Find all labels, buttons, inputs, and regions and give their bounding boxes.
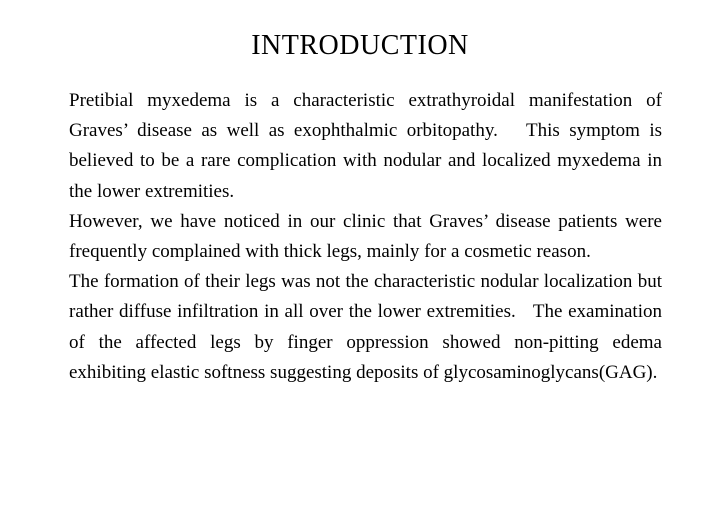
slide-body [69, 86, 662, 388]
paragraph-leg-examination: The formation of their legs was not the characteristic nodular localization but rather diffuse infiltration in all over the lower extremities. The examination of the affected legs by finger oppression showed non-pitting edema exhibiting elastic softness suggesting deposits of glycosaminoglycans(GAG). [69, 271, 662, 383]
paragraph-clinic-observation: However, we have noticed in our clinic that Graves’ disease patients were frequently complained with thick legs, mainly for a cosmetic reason. [69, 210, 662, 263]
paragraph-pretibial-myxedema: Pretibial myxedema is a characteristic extrathyroidal manifestation of Graves’ disease as well as exophthalmic orbitopathy. This symptom is believed to be a rare complication with nodular and localized myxedema in the lower extremities. [69, 90, 662, 202]
slide-title: INTRODUCTION [251, 30, 469, 61]
